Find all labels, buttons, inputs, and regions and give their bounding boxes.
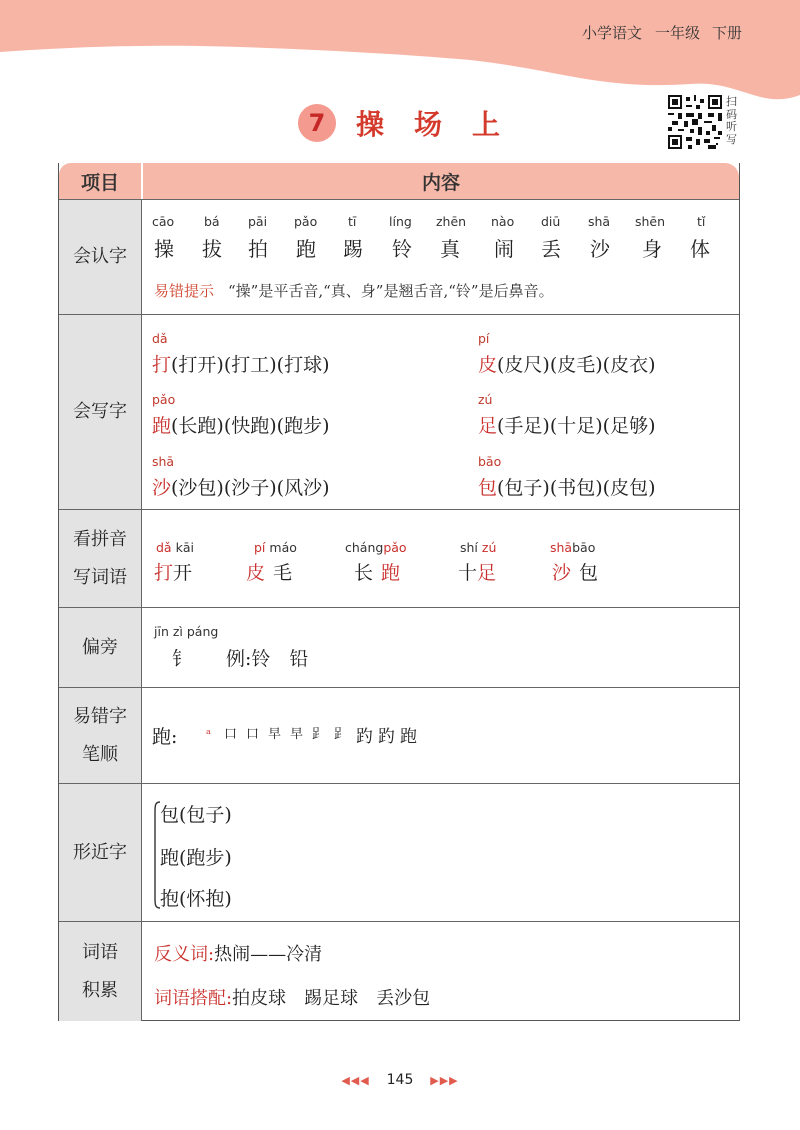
qr-label: 扫码听写 <box>726 95 737 146</box>
write-item-pao: 跑(长跑)(快跑)(跑步) <box>152 415 330 437</box>
pw-pinyin-3: chángpǎo <box>345 540 407 555</box>
lesson-number-badge: 7 <box>298 104 336 142</box>
row-pinyin-words <box>59 509 739 607</box>
row-label-write: 会写字 <box>59 315 142 509</box>
char-ti2: 体 <box>690 237 710 261</box>
row-label-recognize: 会认字 <box>59 200 142 314</box>
pinyin-ti2: tǐ <box>697 214 706 229</box>
stroke-step-4: 早 <box>268 727 282 742</box>
stroke-step-5: 早 <box>290 727 304 742</box>
radical-pinyin: jīn zì páng <box>154 624 219 639</box>
pw-word-3: 长 跑 <box>354 562 401 584</box>
recognize-chars-body <box>142 200 739 314</box>
row-label-pinyin-words: 看拼音 写词语 <box>59 510 142 607</box>
char-ba: 拔 <box>202 237 222 261</box>
lesson-title: 操场上 <box>356 108 531 141</box>
pw-word-2: 皮 毛 <box>246 562 293 584</box>
pinyin-zhen: zhēn <box>436 214 467 229</box>
pw-word-1: 打开 <box>154 562 193 584</box>
pinyin-pao: pǎo <box>294 214 318 229</box>
row-label-vocab: 词语 积累 <box>59 922 142 1021</box>
collocation-line: 词语搭配:拍皮球 踢足球 丢沙包 <box>154 988 431 1009</box>
char-zhen: 真 <box>440 237 460 261</box>
header-band <box>0 0 800 110</box>
write-item-sha: 沙(沙包)(沙子)(风沙) <box>152 477 330 499</box>
page-number: 145 <box>386 1072 414 1088</box>
char-shen: 身 <box>642 237 662 261</box>
stroke-step-9: 趵 <box>378 727 395 747</box>
pw-pinyin-5: shābāo <box>550 540 596 555</box>
stroke-step-6: 𧾷 <box>312 727 326 742</box>
row-label-similar: 形近字 <box>59 784 142 921</box>
write-pinyin-bao: bāo <box>478 454 502 469</box>
pw-word-4: 十足 <box>458 562 497 584</box>
stroke-sequence <box>206 718 466 754</box>
pinyin-words-body <box>142 510 739 607</box>
row-radical <box>59 607 739 687</box>
stroke-step-8: 趵 <box>356 727 373 747</box>
char-pao: 跑 <box>296 237 316 261</box>
write-pinyin-pao: pǎo <box>152 392 176 407</box>
row-label-stroke: 易错字 笔顺 <box>59 688 142 783</box>
radical-examples: 例:铃 铅 <box>226 648 309 670</box>
pw-pinyin-2: pí máo <box>254 540 297 555</box>
column-header-item: 项目 <box>59 163 141 199</box>
write-pinyin-zu: zú <box>478 392 493 407</box>
stroke-step-10: 跑 <box>400 727 417 747</box>
row-vocabulary <box>59 921 739 1021</box>
write-item-da: 打(打开)(打工)(打球) <box>152 354 330 376</box>
char-diu: 丢 <box>541 237 561 261</box>
row-recognize-chars <box>59 199 739 314</box>
pinyin-diu: diū <box>541 214 561 229</box>
antonym-line: 反义词:热闹——冷清 <box>154 944 323 965</box>
stroke-step-7: 𧾷 <box>334 727 348 742</box>
error-tip <box>154 280 554 301</box>
similar-item-3: 抱(怀抱) <box>160 888 232 910</box>
row-write-chars <box>59 314 739 509</box>
char-nao: 闹 <box>494 237 514 261</box>
vocabulary-body <box>142 922 739 1021</box>
write-item-pi: 皮(皮尺)(皮毛)(皮衣) <box>478 354 656 376</box>
pinyin-ti: tī <box>348 214 357 229</box>
write-chars-body <box>142 315 739 509</box>
write-item-zu: 足(手足)(十足)(足够) <box>478 415 656 437</box>
left-arrows-icon: ◀◀◀ <box>341 1074 370 1087</box>
row-label-radical: 偏旁 <box>59 608 142 687</box>
stroke-step-3: 口 <box>246 727 260 742</box>
pw-pinyin-1: dǎ kāi <box>156 540 194 555</box>
write-pinyin-da: dǎ <box>152 331 168 346</box>
char-ti: 踢 <box>343 237 363 261</box>
error-tip-label: 易错提示 <box>154 282 215 300</box>
row-similar-chars <box>59 783 739 921</box>
stroke-step-2: 口 <box>224 727 238 742</box>
pinyin-nao: nào <box>491 214 515 229</box>
pinyin-cao: cāo <box>152 214 175 229</box>
char-cao: 操 <box>154 237 174 261</box>
char-sha: 沙 <box>590 237 610 261</box>
qr-code-icon[interactable] <box>668 95 722 149</box>
write-pinyin-sha: shā <box>152 454 175 469</box>
row-stroke-order <box>59 687 739 783</box>
stroke-char-prefix: 跑: <box>152 726 178 748</box>
header-volume: 下册 <box>712 24 743 42</box>
radical-char: 钅 <box>172 648 192 670</box>
write-pinyin-pi: pí <box>478 331 490 346</box>
pw-pinyin-4: shí zú <box>460 540 497 555</box>
stroke-step-1: ᵃ <box>206 727 212 742</box>
similar-item-1: 包(包子) <box>160 804 232 826</box>
pinyin-ling: líng <box>389 214 412 229</box>
error-tip-text: “操”是平舌音,“真、身”是翘舌音,“铃”是后鼻音。 <box>228 282 554 300</box>
stroke-order-body <box>142 688 739 783</box>
radical-body <box>142 608 739 687</box>
char-pai: 拍 <box>248 237 268 261</box>
pinyin-shen: shēn <box>635 214 666 229</box>
column-header-content: 内容 <box>143 163 739 199</box>
pinyin-ba: bá <box>204 214 220 229</box>
pinyin-pai: pāi <box>248 214 268 229</box>
table-header <box>59 163 739 199</box>
page-footer <box>0 1072 800 1088</box>
similar-item-2: 跑(跑步) <box>160 847 232 869</box>
content-table <box>58 163 740 1021</box>
pw-word-5: 沙 包 <box>552 562 599 584</box>
char-ling: 铃 <box>392 237 412 261</box>
similar-chars-body <box>142 784 739 921</box>
header-grade: 一年级 <box>655 24 701 42</box>
write-item-bao: 包(包子)(书包)(皮包) <box>478 477 656 499</box>
right-arrows-icon: ▶▶▶ <box>430 1074 459 1087</box>
pinyin-sha: shā <box>588 214 611 229</box>
lesson-title-row <box>298 103 530 143</box>
header-subject: 小学语文 <box>582 24 643 42</box>
